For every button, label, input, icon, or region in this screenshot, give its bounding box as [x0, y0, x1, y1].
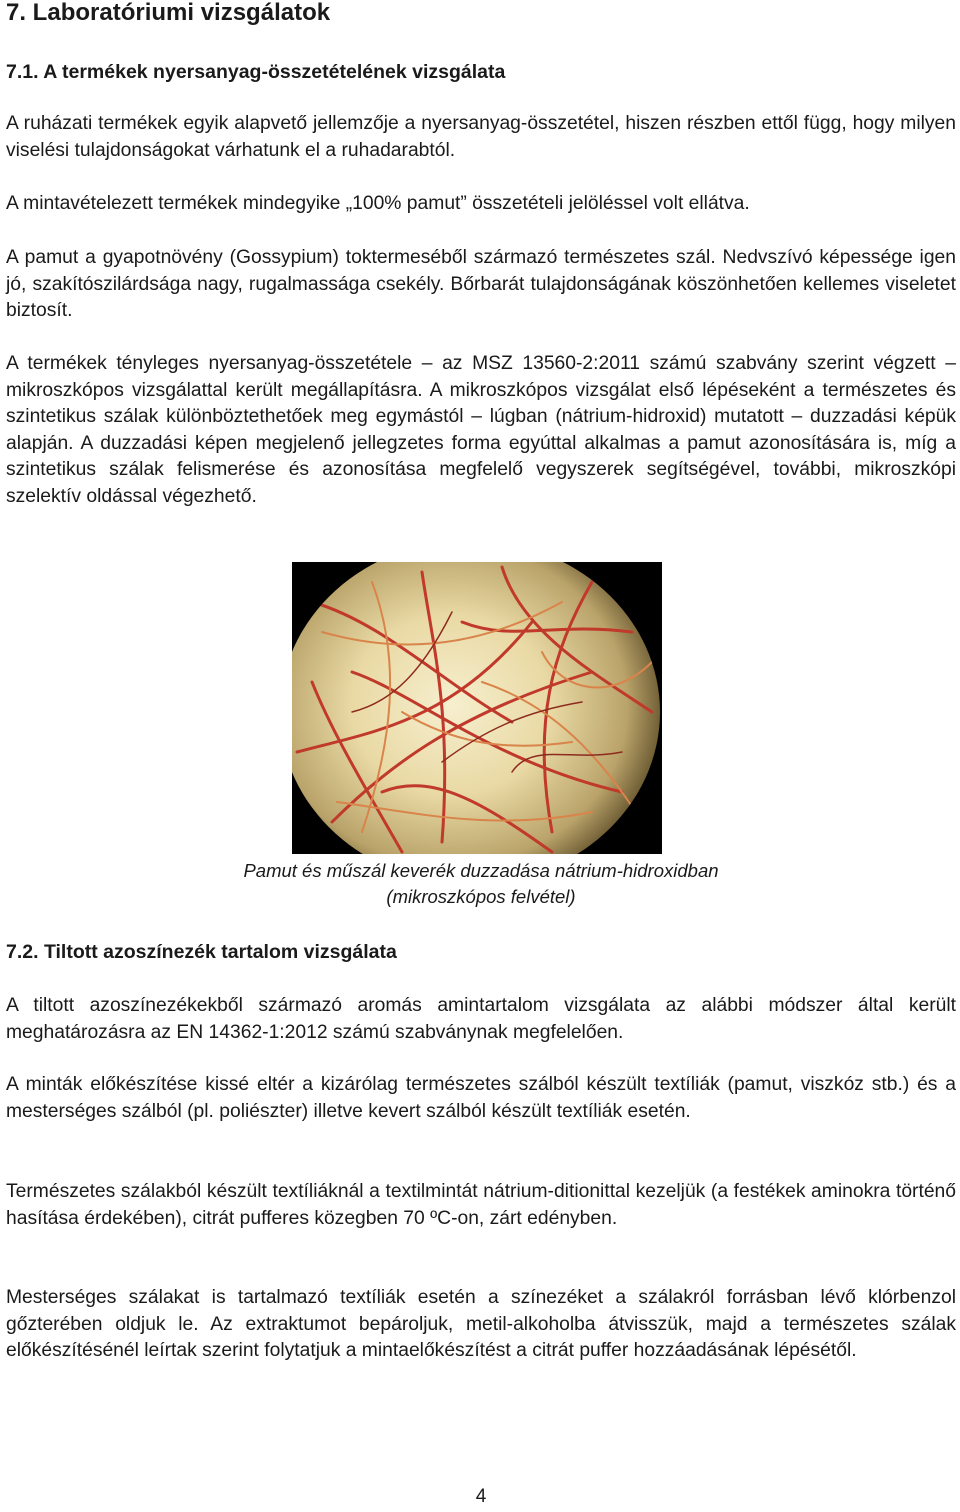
subsection-heading-7-1: 7.1. A termékek nyersanyag-összetételének vizsgálata [6, 61, 506, 83]
subsection-heading-7-2: 7.2. Tiltott azoszínezék tartalom vizsgálata [6, 941, 397, 963]
paragraph-natural-fibers: Természetes szálakból készült textíliáknál a textilmintát nátrium-ditionittal kezeljük (a festékek aminokra történő hasítása érdekében), citrát pufferes közegben 70 ºC-on, zárt edényben. [6, 1181, 956, 1229]
paragraph-sample-labels: A mintavételezett termékek mindegyike „100% pamut” összetételi jelöléssel volt ellátva. [6, 193, 750, 214]
paragraph-sample-preparation: A minták előkészítése kissé eltér a kizárólag természetes szálból készült textíliák (pamut, viszkóz stb.) és a mesterséges szálból (pl. poliészter) illetve kevert szálból készült textíliák esetén. [6, 1074, 956, 1122]
paragraph-cotton-description: A pamut a gyapotnövény (Gossypium) toktermeséből származó természetes szál. Nedvszívó képessége igen jó, szakítószilárdsága nagy, rugalmassága csekély. Bőrbarát tulajdonságának köszönhetően kellemes viseletet biztosít. [6, 247, 956, 321]
paragraph-fiber-composition-intro: A ruházati termékek egyik alapvető jellemzője a nyersanyag-összetétel, hiszen részben ettől függ, hogy milyen viselési tulajdonságokat várhatunk el a ruhadarabtól. [6, 113, 956, 161]
paragraph-azo-method: A tiltott azoszínezékekből származó aromás amintartalom vizsgálata az alábbi módszer által került meghatározásra az EN 14362-1:2012 számú szabványnak megfelelően. [6, 995, 956, 1043]
figure-caption-line2: (mikroszkópos felvétel) [386, 886, 576, 907]
paragraph-synthetic-fibers: Mesterséges szálakat is tartalmazó textíliák esetén a színezéket a szálakról forrásban lévő klórbenzol gőzterében oldjuk le. Az extraktumot bepároljuk, metil-alkoholba átvisszük, majd a természetes szálak előkészítésénél leírtak szerint folytatjuk a mintaelőkészítést a citrát puffer hozzáadásának lépésétől. [6, 1287, 956, 1361]
page-number: 4 [475, 1486, 487, 1507]
microscope-photo [292, 562, 662, 854]
figure-caption-line1: Pamut és műszál keverék duzzadása nátrium-hidroxidban [243, 860, 719, 881]
section-heading: 7. Laboratóriumi vizsgálatok [6, 0, 331, 26]
paragraph-microscopy-method: A termékek tényleges nyersanyag-összetétele – az MSZ 13560-2:2011 számú szabvány szerint végzett – mikroszkópos vizsgálattal került megállapításra. A mikroszkópos vizsgálat első lépéseként a természetes és szintetikus szálak különböztethetőek meg egymástól – lúgban (nátrium-hidroxid) mutatott – duzzadási képük alapján. A duzzadási képen megjelenő jellegzetes forma egyúttal alkalmas a pamut azonosítására is, míg a szintetikus szálak felismerése és azonosítása megfelelő vegyszerek segítségével, további, mikroszkópi szelektív oldással végezhető. [6, 353, 956, 507]
